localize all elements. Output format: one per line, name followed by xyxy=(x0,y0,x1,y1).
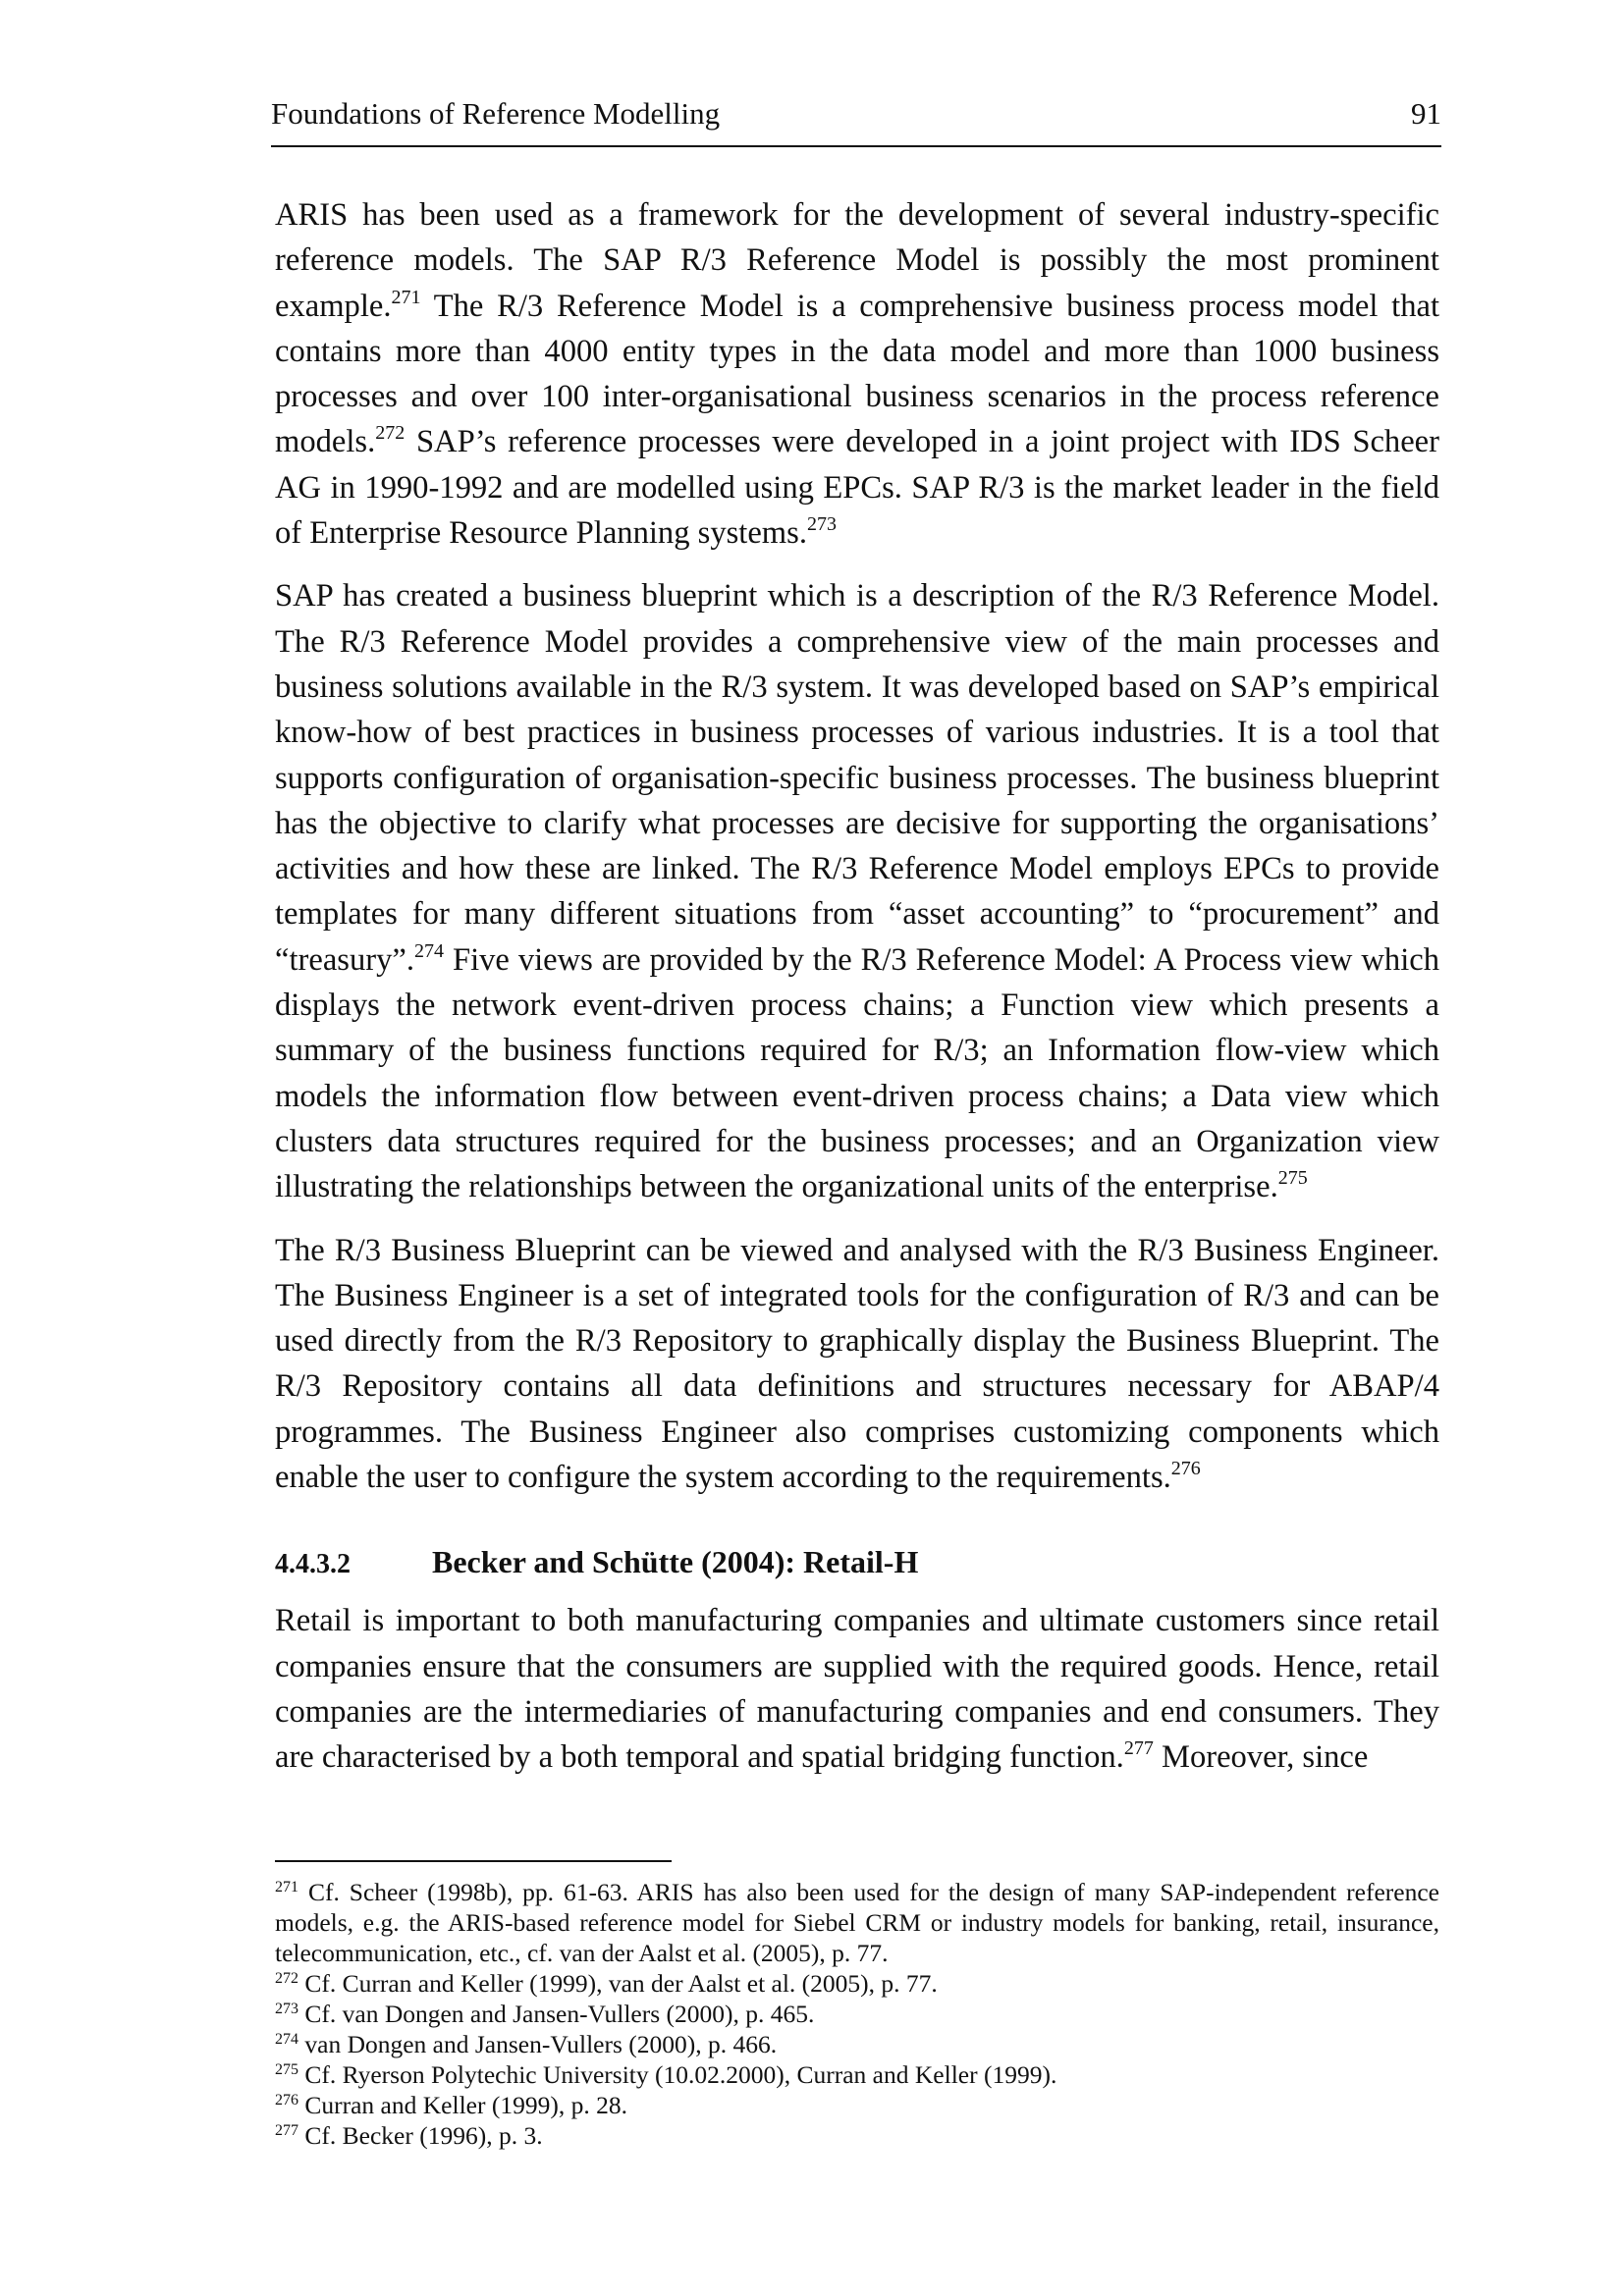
footnote-272 xyxy=(275,1968,1439,1999)
paragraph-text: The R/3 Reference Model is a comprehensive business process model that contains more than 4000 entity types in the data model and more than 1000 business processes and over 100 inter-organisational business scenarios in the process reference models. xyxy=(275,288,1439,460)
footnote-276 xyxy=(275,2090,1439,2120)
footnote-273 xyxy=(275,1999,1439,2029)
footnote-number: 277 xyxy=(275,2122,298,2139)
paragraph-text: SAP’s reference processes were developed in a joint project with IDS Scheer AG in 1990-1992 and are modelled using EPCs. SAP R/3 is the market leader in the field of Enterprise Resource Planning systems. xyxy=(275,424,1439,552)
header-title: Foundations of Reference Modelling xyxy=(271,96,721,131)
paragraph-text: ARIS has been used as a framework for the development of several industry-specific reference models. The SAP R/3 Reference Model is possibly the most prominent example. xyxy=(275,197,1439,324)
footnote-275 xyxy=(275,2059,1439,2090)
page-number: 91 xyxy=(1411,96,1441,131)
paragraph-4 xyxy=(275,1598,1439,1780)
footnote-ref[interactable]: 277 xyxy=(1123,1737,1154,1760)
section-title: Becker and Schütte (2004): Retail-H xyxy=(432,1544,919,1580)
footnote-ref[interactable]: 271 xyxy=(391,286,421,308)
paragraph-text: The R/3 Business Blueprint can be viewed and analysed with the R/3 Business Engineer. The Business Engineer is a set of integrated tools for the configuration of R/3 and can be used directly from the R/3 Repository to graphically display the Business Blueprint. The R/3 Repository contains all data definitions and structures necessary for ABAP/4 programmes. The Business Engineer also comprises customizing components which enable the user to configure the system according to the requirements. xyxy=(275,1232,1439,1496)
footnote-text: Curran and Keller (1999), p. 28. xyxy=(298,2091,627,2119)
footnote-text: Cf. van Dongen and Jansen-Vullers (2000), p. 465. xyxy=(298,2000,815,2028)
paragraph-text: SAP has created a business blueprint which is a description of the R/3 Reference Model. The R/3 Reference Model provides a comprehensive view of the main processes and business solutions available in the R/3 system. It was developed based on SAP’s empirical know-how of best practices in business processes of various industries. It is a tool that supports configuration of organisation-specific business processes. The business blueprint has the objective to clarify what processes are decisive for supporting the organisations’ activities and how these are linked. The R/3 Reference Model employs EPCs to provide templates for many different situations from “asset accounting” to “procurement” and “treasury”. xyxy=(275,578,1439,978)
footnote-number: 273 xyxy=(275,2001,298,2017)
footnote-text: Cf. Scheer (1998b), pp. 61-63. ARIS has also been used for the design of many SAP-independent reference models, e.g. the ARIS-based reference model for Siebel CRM or industry models for banking, retail, insurance, telecommunication, etc., cf. van der Aalst et al. (2005), p. 77. xyxy=(275,1878,1439,1967)
footnote-ref[interactable]: 273 xyxy=(806,513,837,536)
footnote-number: 276 xyxy=(275,2092,298,2109)
footnote-text: Cf. Becker (1996), p. 3. xyxy=(298,2121,543,2150)
paragraph-text: Moreover, since xyxy=(1153,1739,1369,1776)
footnote-ref[interactable]: 272 xyxy=(375,422,406,445)
footnote-number: 275 xyxy=(275,2061,298,2078)
footnote-277 xyxy=(275,2120,1439,2151)
footnote-text: Cf. Ryerson Polytechic University (10.02.2000), Curran and Keller (1999). xyxy=(298,2060,1057,2089)
footnote-number: 271 xyxy=(275,1879,298,1896)
footnote-ref[interactable]: 276 xyxy=(1170,1458,1201,1480)
footnotes xyxy=(275,1877,1439,2151)
footnote-separator xyxy=(275,1860,672,1862)
body-text xyxy=(275,192,1439,1798)
paragraph-text: Retail is important to both manufacturing companies and ultimate customers since retail companies ensure that the consumers are supplied with the required goods. Hence, retail companies are the intermediaries of manufacturing companies and end consumers. They are characterised by a both temporal and spatial bridging function. xyxy=(275,1603,1439,1776)
footnote-text: van Dongen and Jansen-Vullers (2000), p. 466. xyxy=(298,2030,778,2058)
paragraph-text: Five views are provided by the R/3 Reference Model: A Process view which displays the network event-driven process chains; a Function view which presents a summary of the business functions required for R/3; an Information flow-view which models the information flow between event-driven process chains; a Data view which clusters data structures required for the business processes; and an Organization view illustrating the relationships between the organizational units of the enterprise. xyxy=(275,941,1439,1205)
footnote-number: 274 xyxy=(275,2031,298,2048)
footnote-ref[interactable]: 275 xyxy=(1277,1167,1308,1190)
footnote-274 xyxy=(275,2029,1439,2059)
paragraph-1 xyxy=(275,192,1439,556)
running-header xyxy=(271,94,1441,147)
paragraph-2 xyxy=(275,573,1439,1209)
section-number: 4.4.3.2 xyxy=(275,1549,351,1580)
paragraph-3 xyxy=(275,1228,1439,1501)
footnote-ref[interactable]: 274 xyxy=(414,939,444,962)
footnote-text: Cf. Curran and Keller (1999), van der Aalst et al. (2005), p. 77. xyxy=(298,1969,938,1998)
footnote-271 xyxy=(275,1877,1439,1968)
section-heading xyxy=(275,1539,1439,1584)
footnote-number: 272 xyxy=(275,1970,298,1987)
